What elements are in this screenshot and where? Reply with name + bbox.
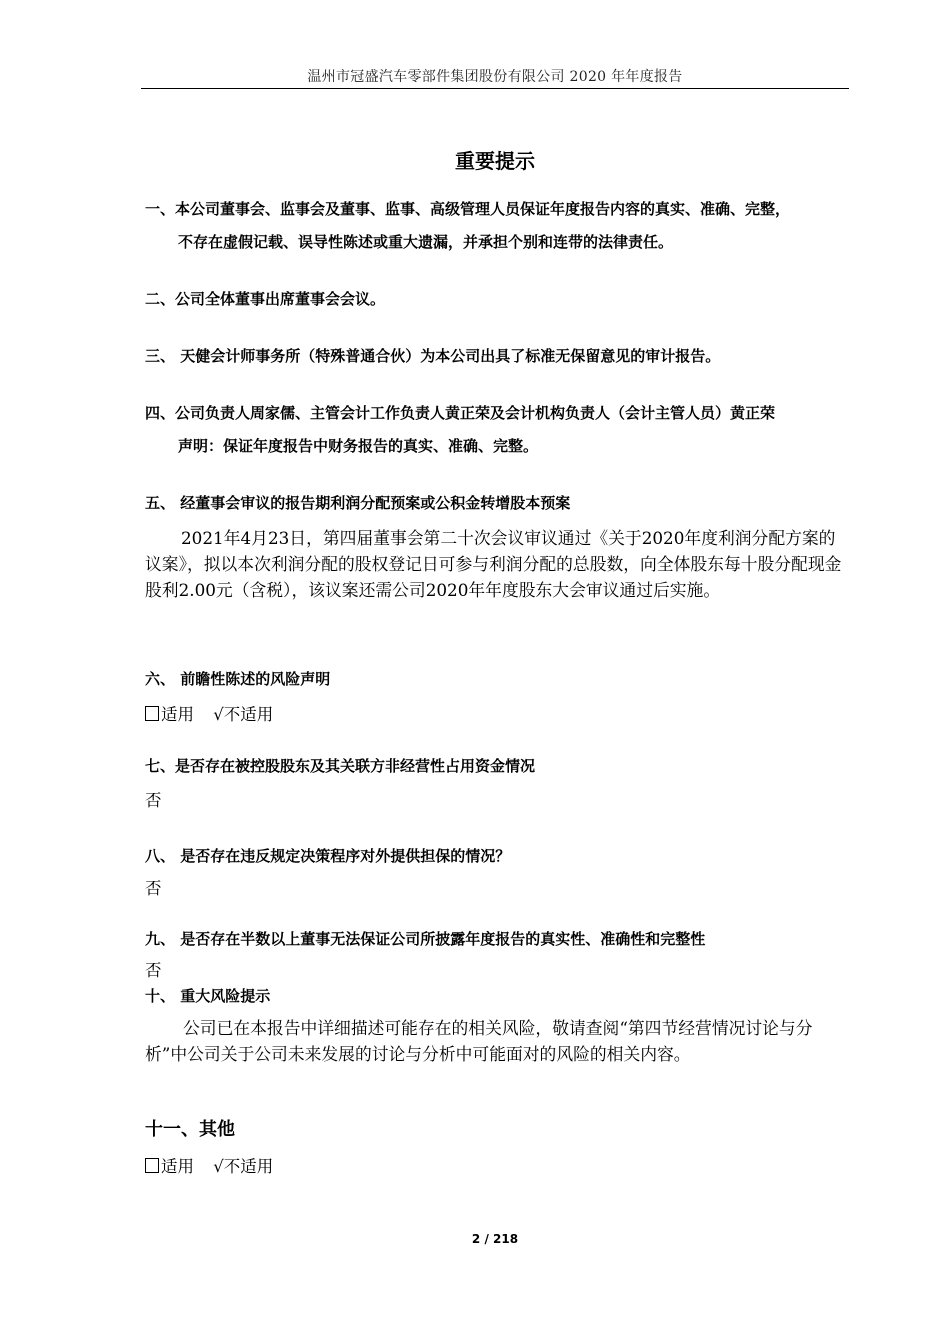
option-not-applicable: 不适用 bbox=[223, 705, 274, 724]
option-applicable: 适用 bbox=[161, 705, 194, 724]
checkbox-icon bbox=[145, 706, 159, 721]
option-applicable: 适用 bbox=[161, 1157, 194, 1176]
section-6-heading: 六、 前瞻性陈述的风险声明 bbox=[145, 670, 331, 688]
section-10-heading: 十、 重大风险提示 bbox=[145, 987, 271, 1005]
section-8-answer: 否 bbox=[145, 879, 162, 898]
section-10-body: 公司已在本报告中详细描述可能存在的相关风险，敬请查阅“第四节经营情况讨论与分析”中公司关于公司未来发展的讨论与分析中可能面对的风险的相关内容。 bbox=[145, 1018, 813, 1064]
section-9-answer: 否 bbox=[145, 961, 162, 980]
section-4-line-2: 声明：保证年度报告中财务报告的真实、准确、完整。 bbox=[178, 437, 539, 455]
section-4-line-1: 四、公司负责人周家儒、主管会计工作负责人黄正荣及会计机构负责人（会计主管人员）黄正荣 bbox=[145, 404, 776, 422]
section-1-line-2: 不存在虚假记载、误导性陈述或重大遗漏，并承担个别和连带的法律责任。 bbox=[178, 233, 674, 251]
section-5-heading: 五、 经董事会审议的报告期利润分配预案或公积金转增股本预案 bbox=[145, 494, 571, 512]
section-8-heading: 八、 是否存在违反规定决策程序对外提供担保的情况？ bbox=[145, 847, 511, 865]
section-5-body: 2021年4月23日，第四届董事会第二十次会议审议通过《关于2020年度利润分配方案的议案》，拟以本次利润分配的股权登记日可参与利润分配的总股数，向全体股东每十股分配现金股利2.00元（含税），该议案还需公司2020年年度股东大会审议通过后实施。 bbox=[145, 528, 842, 600]
section-11-options bbox=[145, 1153, 273, 1177]
page-header: 温州市冠盛汽车零部件集团股份有限公司 2020 年年度报告 bbox=[307, 69, 683, 85]
section-6-options bbox=[145, 701, 273, 725]
option-not-applicable: 不适用 bbox=[223, 1157, 274, 1176]
section-9-heading: 九、 是否存在半数以上董事无法保证公司所披露年度报告的真实性、准确性和完整性 bbox=[145, 930, 706, 948]
page-number: 2 / 218 bbox=[471, 1232, 519, 1246]
check-mark-icon: √ bbox=[213, 1157, 224, 1176]
check-mark-icon: √ bbox=[213, 705, 224, 724]
section-3: 三、 天健会计师事务所（特殊普通合伙）为本公司出具了标准无保留意见的审计报告。 bbox=[145, 347, 721, 365]
page-title: 重要提示 bbox=[455, 149, 535, 173]
section-11-heading: 十一、其他 bbox=[145, 1119, 235, 1140]
section-2: 二、公司全体董事出席董事会会议。 bbox=[145, 290, 386, 308]
header-rule bbox=[141, 88, 849, 89]
section-7-heading: 七、是否存在被控股股东及其关联方非经营性占用资金情况 bbox=[145, 757, 536, 775]
section-1-line-1: 一、本公司董事会、监事会及董事、监事、高级管理人员保证年度报告内容的真实、准确、完整， bbox=[145, 200, 791, 218]
section-7-answer: 否 bbox=[145, 791, 162, 810]
checkbox-icon bbox=[145, 1158, 159, 1173]
